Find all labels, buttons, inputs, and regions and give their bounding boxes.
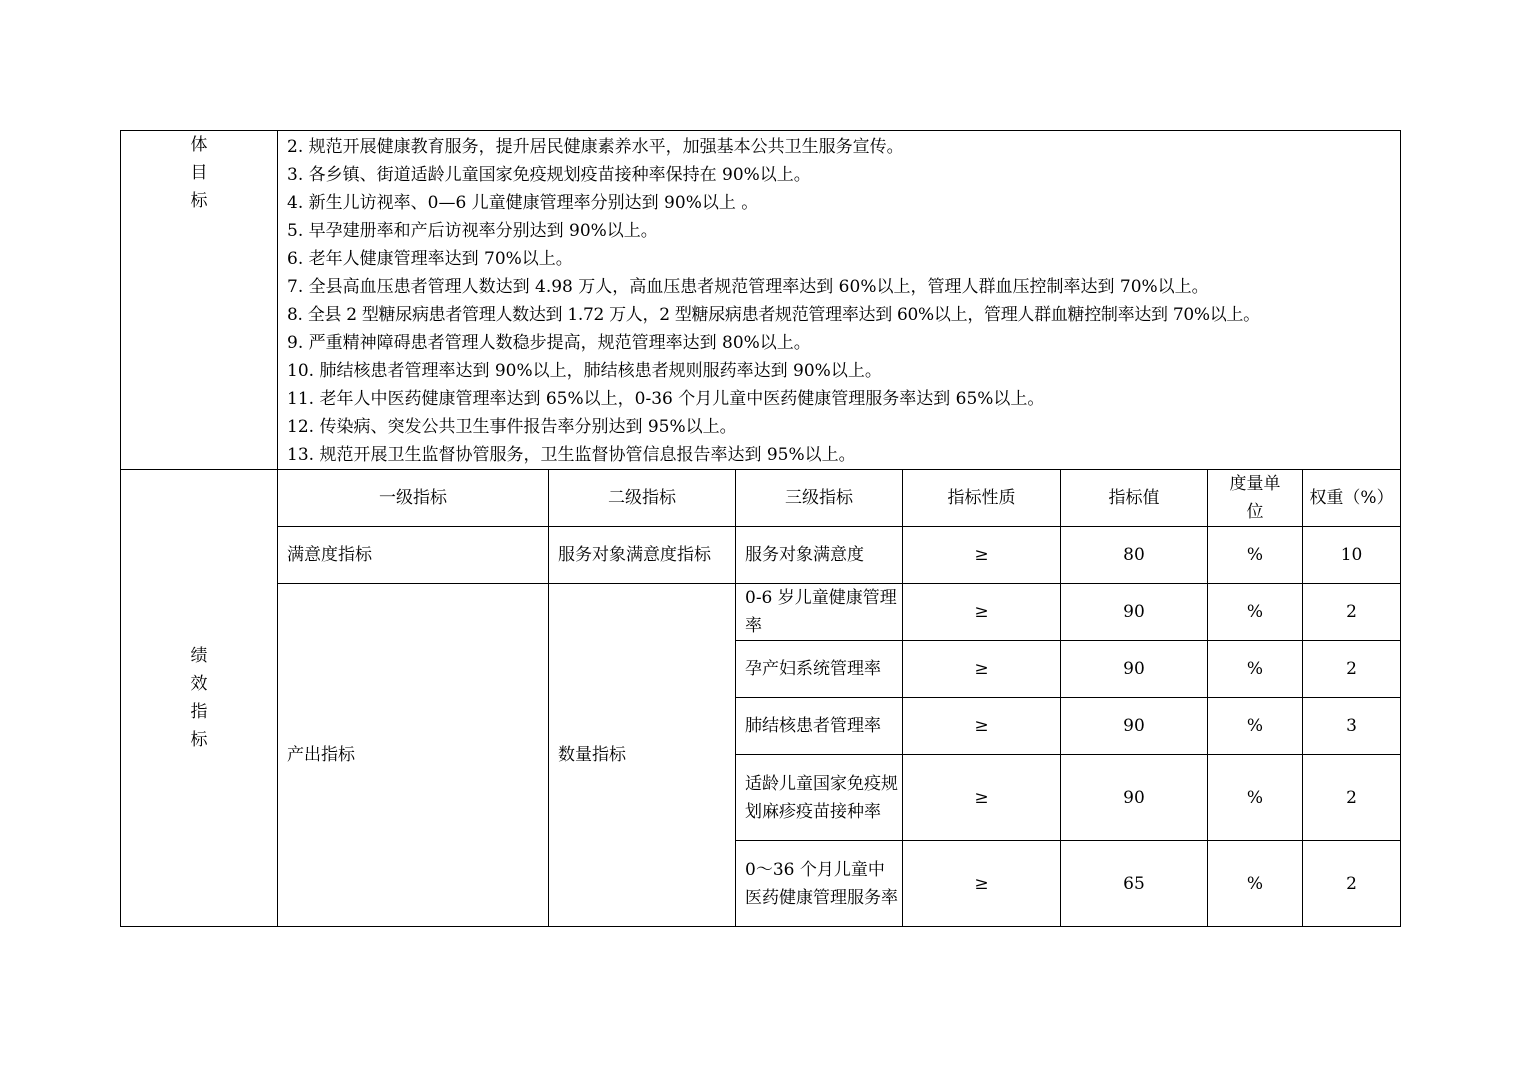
header-weight: 权重（%） bbox=[1303, 470, 1401, 527]
cell-nature: ≥ bbox=[903, 755, 1061, 841]
cell-value: 65 bbox=[1061, 841, 1208, 927]
goal-item: 5. 早孕建册率和产后访视率分别达到 90%以上。 bbox=[287, 221, 658, 241]
table-row bbox=[121, 527, 1401, 584]
cell-unit: % bbox=[1208, 755, 1303, 841]
cell-level3: 适龄儿童国家免疫规划麻疹疫苗接种率 bbox=[736, 755, 903, 841]
goals-row bbox=[121, 131, 1401, 470]
cell-weight: 2 bbox=[1303, 841, 1401, 927]
cell-level1: 满意度指标 bbox=[278, 527, 549, 584]
goal-item: 11. 老年人中医药健康管理率达到 65%以上，0-36 个月儿童中医药健康管理服务率达到 65%以上。 bbox=[287, 389, 1045, 409]
cell-level3: 0～36 个月儿童中医药健康管理服务率 bbox=[736, 841, 903, 927]
cell-level3: 孕产妇系统管理率 bbox=[736, 641, 903, 698]
cell-weight: 2 bbox=[1303, 641, 1401, 698]
header-level3: 三级指标 bbox=[736, 470, 903, 527]
cell-nature: ≥ bbox=[903, 841, 1061, 927]
cell-nature: ≥ bbox=[903, 641, 1061, 698]
cell-unit: % bbox=[1208, 527, 1303, 584]
cell-weight: 10 bbox=[1303, 527, 1401, 584]
perf-section-label: 绩 效 指 标 bbox=[121, 470, 278, 927]
cell-value: 90 bbox=[1061, 755, 1208, 841]
cell-unit: % bbox=[1208, 584, 1303, 641]
goal-item: 6. 老年人健康管理率达到 70%以上。 bbox=[287, 249, 573, 269]
goal-item: 8. 全县 2 型糖尿病患者管理人数达到 1.72 万人，2 型糖尿病患者规范管理率达到 60%以上，管理人群血糖控制率达到 70%以上。 bbox=[287, 305, 1260, 325]
cell-weight: 2 bbox=[1303, 755, 1401, 841]
goals-section-label: 体 目 标 bbox=[121, 131, 278, 470]
cell-unit: % bbox=[1208, 698, 1303, 755]
cell-level3: 0-6 岁儿童健康管理率 bbox=[736, 584, 903, 641]
perf-header-row bbox=[121, 470, 1401, 527]
header-nature: 指标性质 bbox=[903, 470, 1061, 527]
table-row bbox=[121, 584, 1401, 641]
cell-level2: 服务对象满意度指标 bbox=[549, 527, 736, 584]
cell-nature: ≥ bbox=[903, 698, 1061, 755]
cell-level3: 服务对象满意度 bbox=[736, 527, 903, 584]
cell-level3: 肺结核患者管理率 bbox=[736, 698, 903, 755]
goals-performance-table bbox=[120, 130, 1401, 927]
cell-value: 90 bbox=[1061, 584, 1208, 641]
goal-item: 2. 规范开展健康教育服务，提升居民健康素养水平，加强基本公共卫生服务宣传。 bbox=[287, 137, 904, 157]
header-unit: 度量单位 bbox=[1208, 470, 1303, 527]
cell-unit: % bbox=[1208, 641, 1303, 698]
goals-list bbox=[278, 131, 1401, 470]
cell-level1: 产出指标 bbox=[278, 584, 549, 927]
goal-item: 4. 新生儿访视率、0—6 儿童健康管理率分别达到 90%以上 。 bbox=[287, 193, 759, 213]
cell-level2: 数量指标 bbox=[549, 584, 736, 927]
cell-weight: 3 bbox=[1303, 698, 1401, 755]
goal-item: 3. 各乡镇、街道适龄儿童国家免疫规划疫苗接种率保持在 90%以上。 bbox=[287, 165, 811, 185]
header-value: 指标值 bbox=[1061, 470, 1208, 527]
cell-unit: % bbox=[1208, 841, 1303, 927]
header-level2: 二级指标 bbox=[549, 470, 736, 527]
goal-item: 7. 全县高血压患者管理人数达到 4.98 万人，高血压患者规范管理率达到 60%以上，管理人群血压控制率达到 70%以上。 bbox=[287, 277, 1209, 297]
header-level1: 一级指标 bbox=[278, 470, 549, 527]
cell-weight: 2 bbox=[1303, 584, 1401, 641]
cell-value: 90 bbox=[1061, 641, 1208, 698]
cell-value: 80 bbox=[1061, 527, 1208, 584]
goal-item: 13. 规范开展卫生监督协管服务，卫生监督协管信息报告率达到 95%以上。 bbox=[287, 445, 856, 465]
goal-item: 9. 严重精神障碍患者管理人数稳步提高，规范管理率达到 80%以上。 bbox=[287, 333, 811, 353]
goal-item: 12. 传染病、突发公共卫生事件报告率分别达到 95%以上。 bbox=[287, 417, 737, 437]
cell-value: 90 bbox=[1061, 698, 1208, 755]
cell-nature: ≥ bbox=[903, 527, 1061, 584]
goal-item: 10. 肺结核患者管理率达到 90%以上，肺结核患者规则服药率达到 90%以上。 bbox=[287, 361, 882, 381]
cell-nature: ≥ bbox=[903, 584, 1061, 641]
